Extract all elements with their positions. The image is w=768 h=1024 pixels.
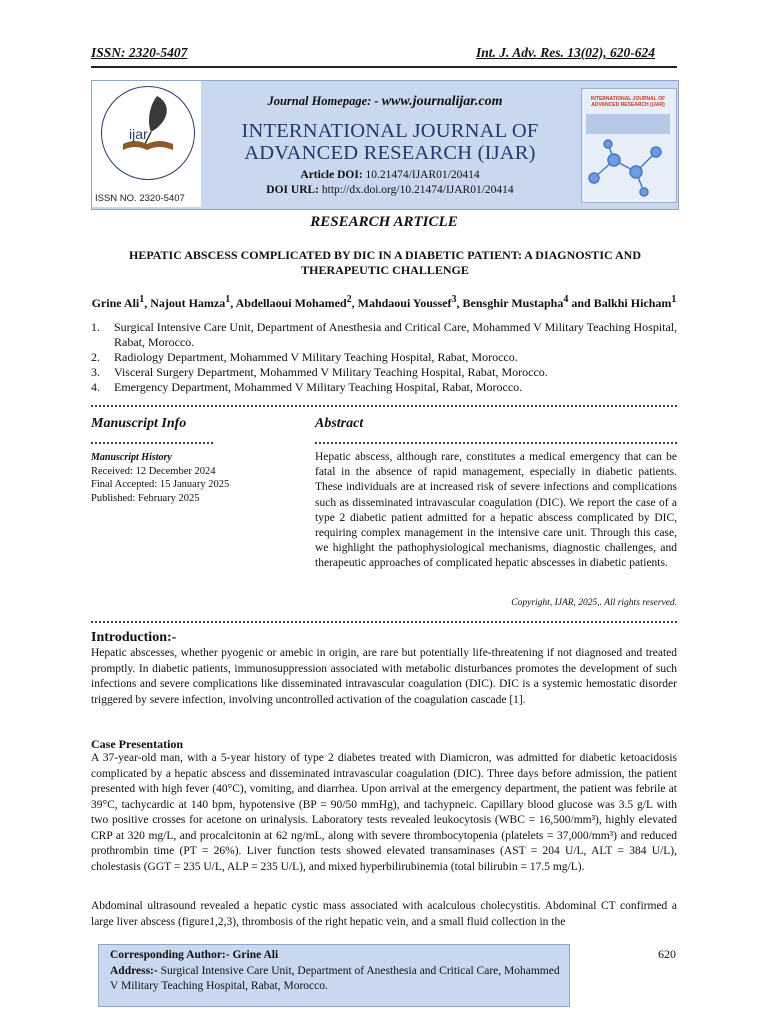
- received-date: Received: 12 December 2024: [91, 465, 216, 477]
- accepted-date: Final Accepted: 15 January 2025: [91, 479, 230, 490]
- published-date: Published: February 2025: [91, 492, 200, 504]
- author: Balkhi Hicham$^1$: [593, 294, 677, 310]
- history-label: Manuscript History: [91, 452, 172, 463]
- doi-label: Article DOI:: [300, 169, 363, 181]
- journal-title-line-2: ADVANCED RESEARCH (IJAR): [244, 142, 536, 164]
- journal-homepage: [205, 94, 565, 110]
- abstract-heading: Abstract: [315, 416, 364, 431]
- author: Najout Hamza$^1$: [150, 294, 231, 310]
- journal-title: [205, 120, 575, 164]
- logo-issn: ISSN NO. 2320-5407: [95, 193, 185, 204]
- paper-title: HEPATIC ABSCESS COMPLICATED BY DIC IN A DIABETIC PATIENT: A DIAGNOSTIC AND THERAPEUTIC CHALLENGE: [129, 248, 641, 277]
- abstract-divider: [315, 442, 677, 444]
- address-label: Address:-: [110, 964, 158, 977]
- case-presentation-heading: Case Presentation: [91, 737, 184, 751]
- doi-block: [205, 168, 575, 198]
- journal-title-line-1: INTERNATIONAL JOURNAL OF: [241, 120, 539, 142]
- abstract-text: Hepatic abscess, although rare, constitutes a medical emergency that can be fatal in the absence of rapid management, especially in diabetic patients. These individuals are at increased risk of severe infections and complications such as disseminated intravascular coagulation (DIC). We report the case of a type 2 diabetic patient admitted for a hepatic abscess complicated by DIC, requiring complex management in the intensive care unit. Through this case, we highlight the pathophysiological mechanisms, diagnostic challenges, and therapeutic approaches of complicated hepatic abscesses in diabetic patients.: [315, 451, 677, 570]
- affiliation-item: 1. Surgical Intensive Care Unit, Department of Anesthesia and Critical Care, Mohammed V Military Teaching Hospital, Rabat, Morocco.: [91, 320, 678, 349]
- cover-image-strip: [586, 114, 670, 134]
- author: Bensghir Mustapha$^4$: [462, 294, 569, 310]
- section-divider: [91, 621, 677, 623]
- page-number: 620: [658, 947, 676, 961]
- author: Grine Ali$^1$: [91, 294, 145, 310]
- author: Abdellaoui Mohamed$^2$: [235, 294, 352, 310]
- logo-text: ijar: [129, 126, 148, 142]
- section-divider: [91, 405, 677, 407]
- manuscript-info-heading: Manuscript Info: [91, 416, 187, 431]
- quill-book-icon: [117, 92, 181, 154]
- ultrasound-paragraph: Abdominal ultrasound revealed a hepatic cystic mass associated with acalculous cholecystitis. Abdominal CT confirmed a large liver abscess (figure1,2,3), thrombosis of the right hepatic vein, and a small fluid collection in the: [91, 900, 677, 928]
- header-issn: ISSN: 2320-5407: [91, 45, 188, 60]
- header-rule: [91, 66, 677, 68]
- homepage-link[interactable]: www.journalijar.com: [381, 94, 503, 109]
- author-list: Grine Ali$^1$, Najout Hamza$^1$, Abdellaoui Mohamed$^2$, Mahdaoui Youssef$^3$, Bensghir Mustapha$^4$ and Balkhi Hicham$^1$: [91, 294, 677, 310]
- copyright-notice: Copyright, IJAR, 2025,. All rights reserved.: [511, 598, 677, 608]
- doi-value: 10.21474/IJAR01/20414: [365, 169, 480, 181]
- molecule-icon: [584, 138, 672, 198]
- corresponding-author-label: Corresponding Author:- Grine Ali: [110, 949, 279, 961]
- corresponding-author-text: [110, 948, 560, 995]
- doi-url-label: DOI URL:: [266, 184, 320, 196]
- author: Mahdaoui Youssef$^3$: [357, 294, 457, 310]
- homepage-label: Journal Homepage: -: [267, 94, 379, 108]
- affiliation-item: 3. Visceral Surgery Department, Mohammed V Military Teaching Hospital, Rabat, Morocco.: [91, 365, 548, 379]
- article-type: RESEARCH ARTICLE: [310, 214, 458, 230]
- cover-title: INTERNATIONAL JOURNAL OF ADVANCED RESEARCH (IJAR): [590, 96, 666, 108]
- affiliation-list: [91, 320, 679, 395]
- address-text: Surgical Intensive Care Unit, Department of Anesthesia and Critical Care, Mohammed V Military Teaching Hospital, Rabat, Morocco.: [110, 964, 560, 992]
- affiliation-item: 4. Emergency Department, Mohammed V Military Teaching Hospital, Rabat, Morocco.: [91, 380, 523, 394]
- introduction-paragraph: Hepatic abscesses, whether pyogenic or amebic in origin, are rare but potentially life-threatening if not diagnosed and treated promptly. In diabetic patients, immunosuppression associated with metabolic disturbances promotes the development of such infections and severe complications like disseminated intravascular coagulation (DIC). DIC is a systemic hemostatic disorder triggered by severe infection, involving uncontrolled activation of the coagulation cascade [1].: [91, 647, 677, 706]
- affiliation-item: 2. Radiology Department, Mohammed V Military Teaching Hospital, Rabat, Morocco.: [91, 350, 518, 364]
- case-presentation-paragraph: A 37-year-old man, with a 5-year history of type 2 diabetes treated with Diamicron, was admitted for diabetic ketoacidosis complicated by a hepatic abscess and disseminated intravascular coagulation (DIC). Three days before admission, the patient presented with high fever (40°C), vomiting, and diarrhea. Upon arrival at the emergency department, the patient was febrile at 39°C, tachycardic at 140 bpm, hypotensive (BP = 90/50 mmHg), and tachypneic. Capillary blood glucose was 3.5 g/L with two positive crosses for acetone on urinalysis. Laboratory tests revealed leukocytosis (WBC = 16,500/mm³), highly elevated CRP at 320 mg/L, and procalcitonin at 62 ng/mL, along with severe thrombocytopenia (platelets = 37,000/mm³) and reduced prothrombin time (PT = 26%). Liver function tests showed elevated transaminases (AST = 204 U/L, ALT = 384 U/L), cholestasis (GGT = 235 U/L, ALP = 235 U/L), and mixed hyperbilirubinemia (total bilirubin = 17.5 mg/L).: [91, 752, 677, 873]
- manuscript-divider: [91, 442, 213, 444]
- doi-url-link[interactable]: http://dx.doi.org/10.21474/IJAR01/20414: [321, 184, 514, 196]
- manuscript-history: [91, 451, 229, 505]
- header-citation: Int. J. Adv. Res. 13(02), 620-624: [476, 45, 655, 60]
- introduction-heading: Introduction:-: [91, 630, 177, 645]
